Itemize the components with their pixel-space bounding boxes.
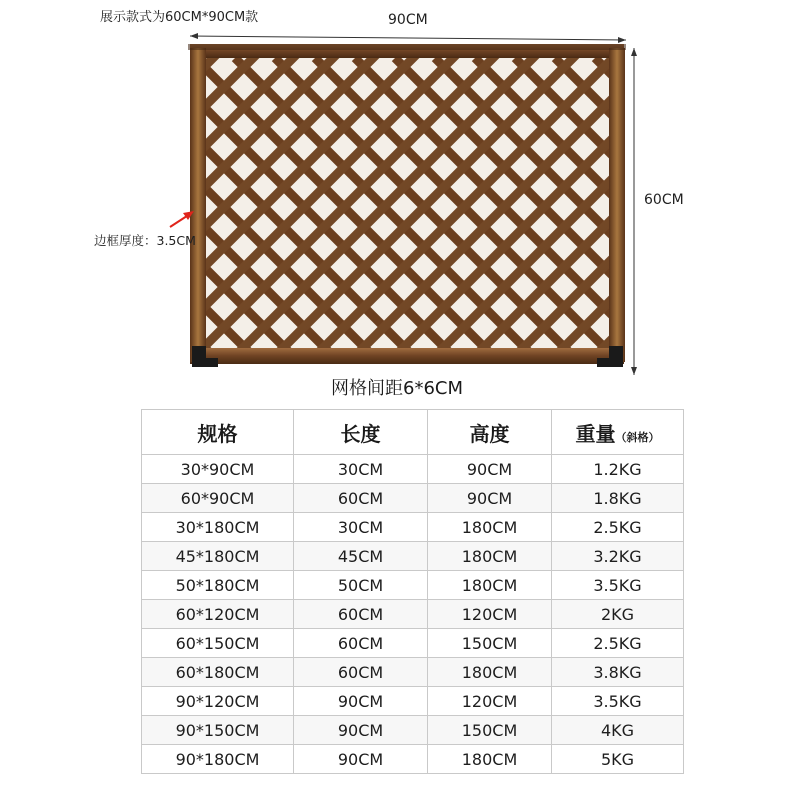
cell-weight: 2.5KG	[552, 629, 684, 658]
cell-length: 60CM	[294, 484, 428, 513]
lattice-slat	[0, 36, 75, 356]
cell-length: 60CM	[294, 658, 428, 687]
width-dimension-line	[190, 33, 626, 43]
cell-length: 50CM	[294, 571, 428, 600]
cell-spec: 60*90CM	[142, 484, 294, 513]
lattice-slat	[635, 58, 800, 378]
lattice-slat	[795, 36, 800, 356]
height-dimension-line	[631, 48, 637, 375]
lattice-slat	[795, 58, 800, 378]
table-row	[142, 571, 684, 600]
lattice-slat	[595, 58, 800, 378]
table-row	[142, 484, 684, 513]
cell-length: 90CM	[294, 745, 428, 774]
table-row	[142, 600, 684, 629]
cell-spec: 30*180CM	[142, 513, 294, 542]
cell-weight: 4KG	[552, 716, 684, 745]
table-row	[142, 687, 684, 716]
lattice-slat	[0, 36, 195, 356]
cell-length: 45CM	[294, 542, 428, 571]
table-row	[142, 513, 684, 542]
cell-weight: 1.2KG	[552, 455, 684, 484]
cell-weight: 2.5KG	[552, 513, 684, 542]
width-dimension-label: 90CM	[388, 12, 428, 28]
cell-length: 30CM	[294, 455, 428, 484]
cell-weight: 1.8KG	[552, 484, 684, 513]
lattice-slat	[0, 58, 75, 378]
cell-length: 90CM	[294, 716, 428, 745]
cell-weight: 3.2KG	[552, 542, 684, 571]
cell-height: 180CM	[428, 745, 552, 774]
header-weight	[552, 410, 684, 455]
lattice-slat	[0, 36, 115, 356]
cell-weight: 3.8KG	[552, 658, 684, 687]
header-spec: 规格	[142, 410, 294, 455]
cell-length: 60CM	[294, 629, 428, 658]
cell-weight: 3.5KG	[552, 687, 684, 716]
header-length: 长度	[294, 410, 428, 455]
header-height: 高度	[428, 410, 552, 455]
table-row	[142, 629, 684, 658]
lattice-slat	[755, 36, 800, 356]
header-weight-label: 重量	[575, 421, 616, 446]
height-dimension-label: 60CM	[644, 192, 684, 208]
cell-height: 90CM	[428, 484, 552, 513]
cell-length: 90CM	[294, 687, 428, 716]
cell-height: 150CM	[428, 629, 552, 658]
cell-weight: 3.5KG	[552, 571, 684, 600]
cell-spec: 60*180CM	[142, 658, 294, 687]
cell-spec: 50*180CM	[142, 571, 294, 600]
lattice-slat	[715, 58, 800, 378]
grid-spacing-label: 网格间距6*6CM	[331, 378, 464, 399]
cell-spec: 60*150CM	[142, 629, 294, 658]
cell-spec: 60*120CM	[142, 600, 294, 629]
lattice-slat	[0, 58, 115, 378]
cell-height: 90CM	[428, 455, 552, 484]
lattice-slat	[755, 58, 800, 378]
lattice-slat	[595, 36, 800, 356]
cell-height: 180CM	[428, 513, 552, 542]
table-row	[142, 455, 684, 484]
cell-height: 180CM	[428, 571, 552, 600]
spec-table-header	[142, 410, 684, 455]
cell-height: 150CM	[428, 716, 552, 745]
cell-spec: 90*180CM	[142, 745, 294, 774]
spec-table	[141, 409, 684, 774]
table-row	[142, 542, 684, 571]
cell-length: 30CM	[294, 513, 428, 542]
cell-weight: 2KG	[552, 600, 684, 629]
lattice-slat	[675, 36, 800, 356]
cell-spec: 90*120CM	[142, 687, 294, 716]
lattice-slat	[0, 58, 195, 378]
cell-spec: 30*90CM	[142, 455, 294, 484]
lattice-slat	[675, 58, 800, 378]
cell-length: 60CM	[294, 600, 428, 629]
cell-height: 180CM	[428, 658, 552, 687]
cell-spec: 90*150CM	[142, 716, 294, 745]
lattice-slat	[0, 36, 155, 356]
frame-thickness-label: 边框厚度：3.5CM	[94, 233, 196, 248]
cell-height: 120CM	[428, 687, 552, 716]
display-size-caption: 展示款式为60CM*90CM款	[100, 10, 259, 25]
header-weight-note: （斜格）	[615, 430, 660, 444]
cell-height: 120CM	[428, 600, 552, 629]
table-row	[142, 745, 684, 774]
cell-height: 180CM	[428, 542, 552, 571]
table-row	[142, 658, 684, 687]
lattice-slat	[0, 58, 155, 378]
cell-weight: 5KG	[552, 745, 684, 774]
lattice-slat	[715, 36, 800, 356]
table-row	[142, 716, 684, 745]
cell-spec: 45*180CM	[142, 542, 294, 571]
